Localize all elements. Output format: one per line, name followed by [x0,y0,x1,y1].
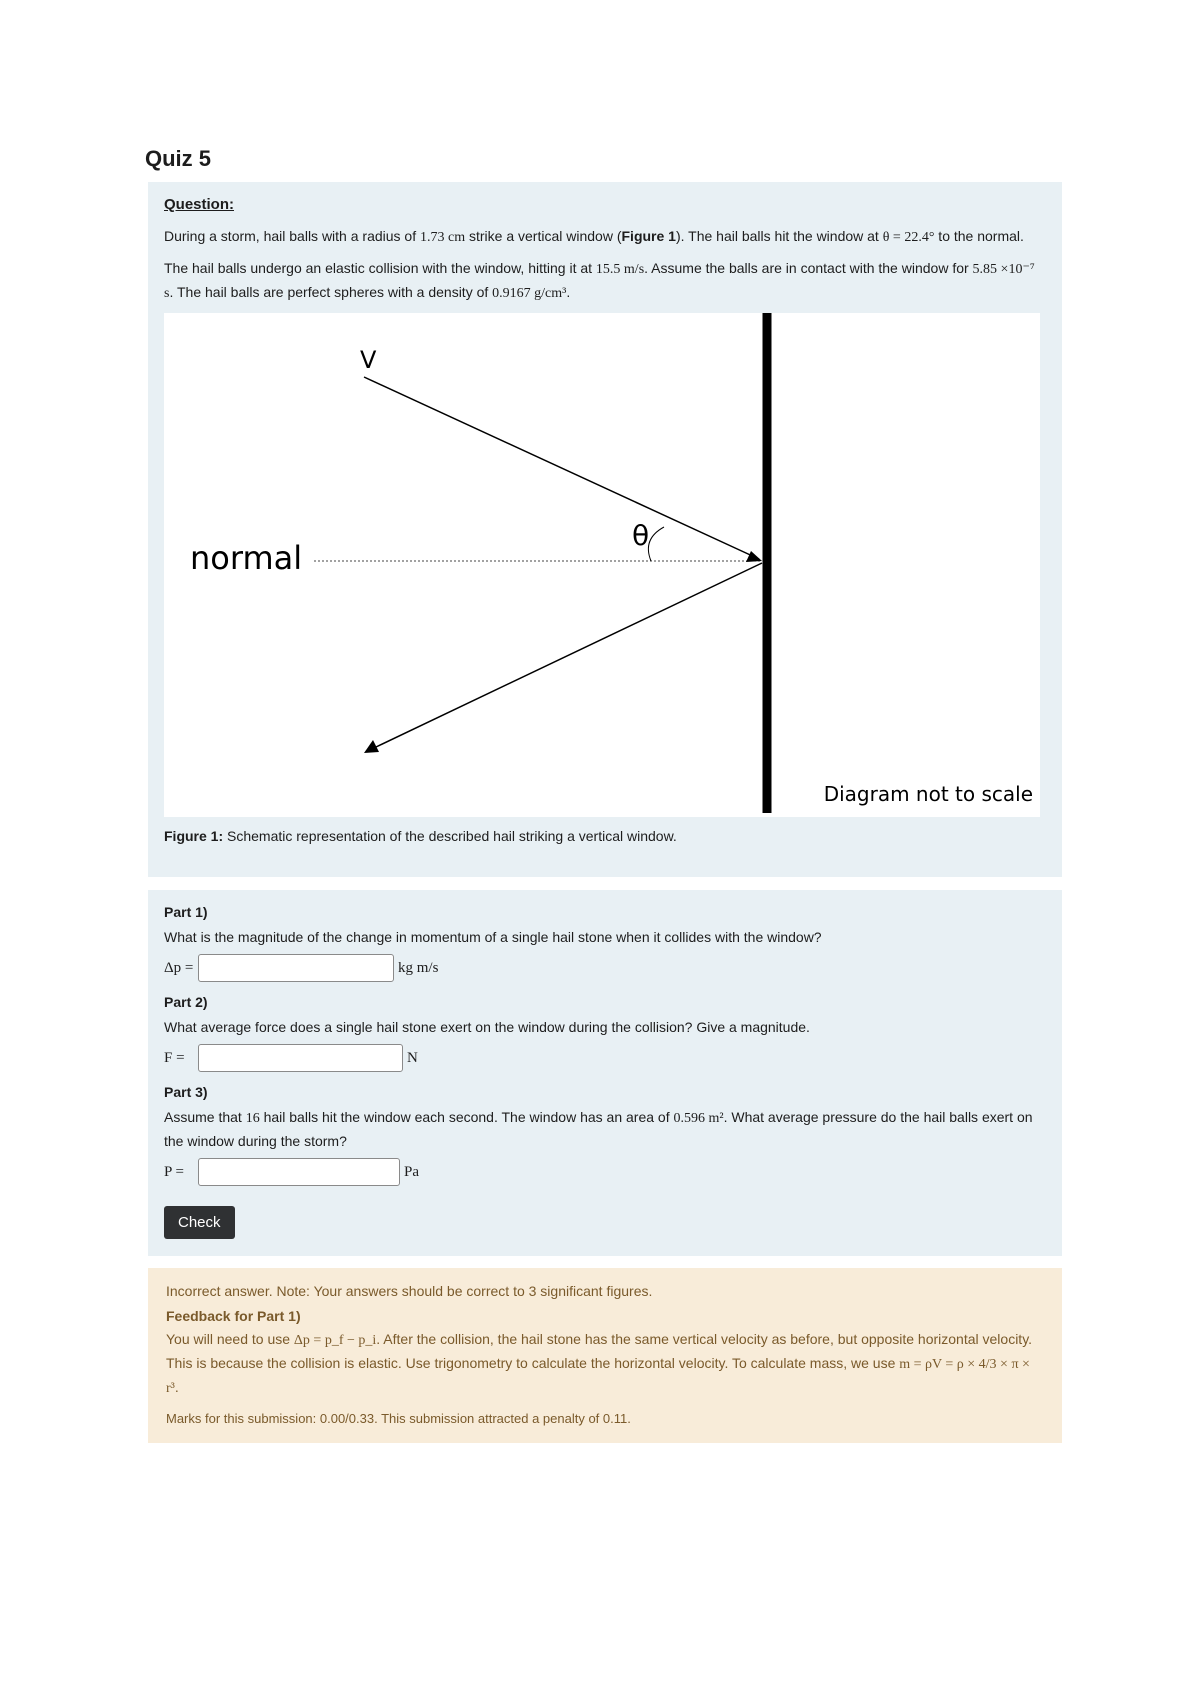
momentum-formula: Δp = p_f − p_i [293,1333,377,1348]
part-1-answer-input[interactable] [198,954,394,982]
question-text: to the normal. [934,228,1024,244]
question-text: . The hail balls are perfect spheres with a density of [169,284,493,300]
incoming-arrowhead [746,551,762,562]
part-2-heading: Part 2) [164,994,208,1010]
feedback-status: Incorrect answer. Note: Your answers should be correct to 3 significant figures. [166,1283,653,1299]
density-value: 0.9167 g/cm³ [492,286,567,301]
part-3-text: Assume that [164,1109,246,1125]
angle-arc [648,527,664,561]
window-area-value: 0.596 m² [673,1111,724,1126]
part-3-answer-input[interactable] [198,1158,400,1186]
part-3-unit: Pa [404,1163,419,1180]
marks-line: Marks for this submission: 0.00/0.33. This submission attracted a penalty of 0.11. [166,1411,631,1426]
mass-formula: m = ρV = ρ × 4/3 × π × r³ [166,1357,1030,1396]
part-1-unit: kg m/s [398,959,439,976]
part-1-answer-row [164,952,1046,984]
figure-caption [164,825,1046,847]
part-3-answer-row [164,1156,1046,1188]
caption-label: Figure 1: [164,828,224,844]
part-2-prompt: What average force does a single hail stone exert on the window during the collision? Give a magnitude. [164,1019,810,1035]
feedback-text: You will need to use [166,1331,294,1347]
part-3-prompt [164,1106,1046,1152]
part-3-heading: Part 3) [164,1084,208,1100]
figure-reference: Figure 1 [621,228,676,244]
hail-count-value: 16 [245,1111,260,1126]
angle-value: θ = 22.4° [882,230,935,245]
question-heading: Question: [164,196,234,213]
velocity-label: V [360,346,377,374]
part-3-text: . What average pressure do the hail balls exert on the window during the storm? [164,1109,1033,1149]
incoming-path [364,377,759,559]
part-3-text: hail balls hit the window each second. The window has an area of [259,1109,674,1125]
speed-value: 15.5 m/s [595,262,645,277]
part-2-answer-input[interactable] [198,1044,403,1072]
question-text: strike a vertical window ( [465,228,622,244]
feedback-heading: Feedback for Part 1) [166,1308,301,1324]
caption-text: Schematic representation of the described hail striking a vertical window. [223,828,677,844]
normal-label: normal [190,539,303,577]
feedback-text: . [174,1379,179,1395]
feedback-panel [148,1268,1062,1443]
part-2-answer-row [164,1042,1046,1074]
part-1-symbol: Δp = [164,959,194,976]
question-panel [148,182,1062,877]
question-text: During a storm, hail balls with a radius of [164,228,420,244]
scale-note: Diagram not to scale [823,782,1033,806]
outgoing-path [376,563,762,747]
contact-time-value: 5.85 ×10⁻⁷ s [164,262,1035,301]
radius-value: 1.73 cm [420,230,466,245]
figure-diagram [164,313,1040,817]
part-3-symbol: P = [164,1163,184,1180]
question-text: ). The hail balls hit the window at [675,228,883,244]
part-1-prompt: What is the magnitude of the change in momentum of a single hail stone when it collides with the window? [164,929,822,945]
check-button[interactable]: Check [164,1206,235,1239]
part-2-unit: N [407,1049,418,1066]
part-2-symbol: F = [164,1049,185,1066]
question-paragraph-1 [164,225,1046,249]
feedback-body [166,1328,1044,1400]
question-text: The hail balls undergo an elastic collision with the window, hitting it at [164,260,596,276]
question-text: . Assume the balls are in contact with the window for [644,260,973,276]
question-paragraph-2 [164,257,1046,305]
question-text: . [566,284,571,300]
collision-diagram [164,313,1040,817]
feedback-text: . After the collision, the hail stone has the same vertical velocity as before, but opposite horizontal velocity. This is because the collision is elastic. Use trigonometry to calculate the horizontal velocity. To calculate mass, we use [166,1331,1033,1371]
theta-label: θ [632,519,650,552]
page-title: Quiz 5 [145,146,212,171]
parts-panel [148,890,1062,1256]
part-1-heading: Part 1) [164,904,208,920]
